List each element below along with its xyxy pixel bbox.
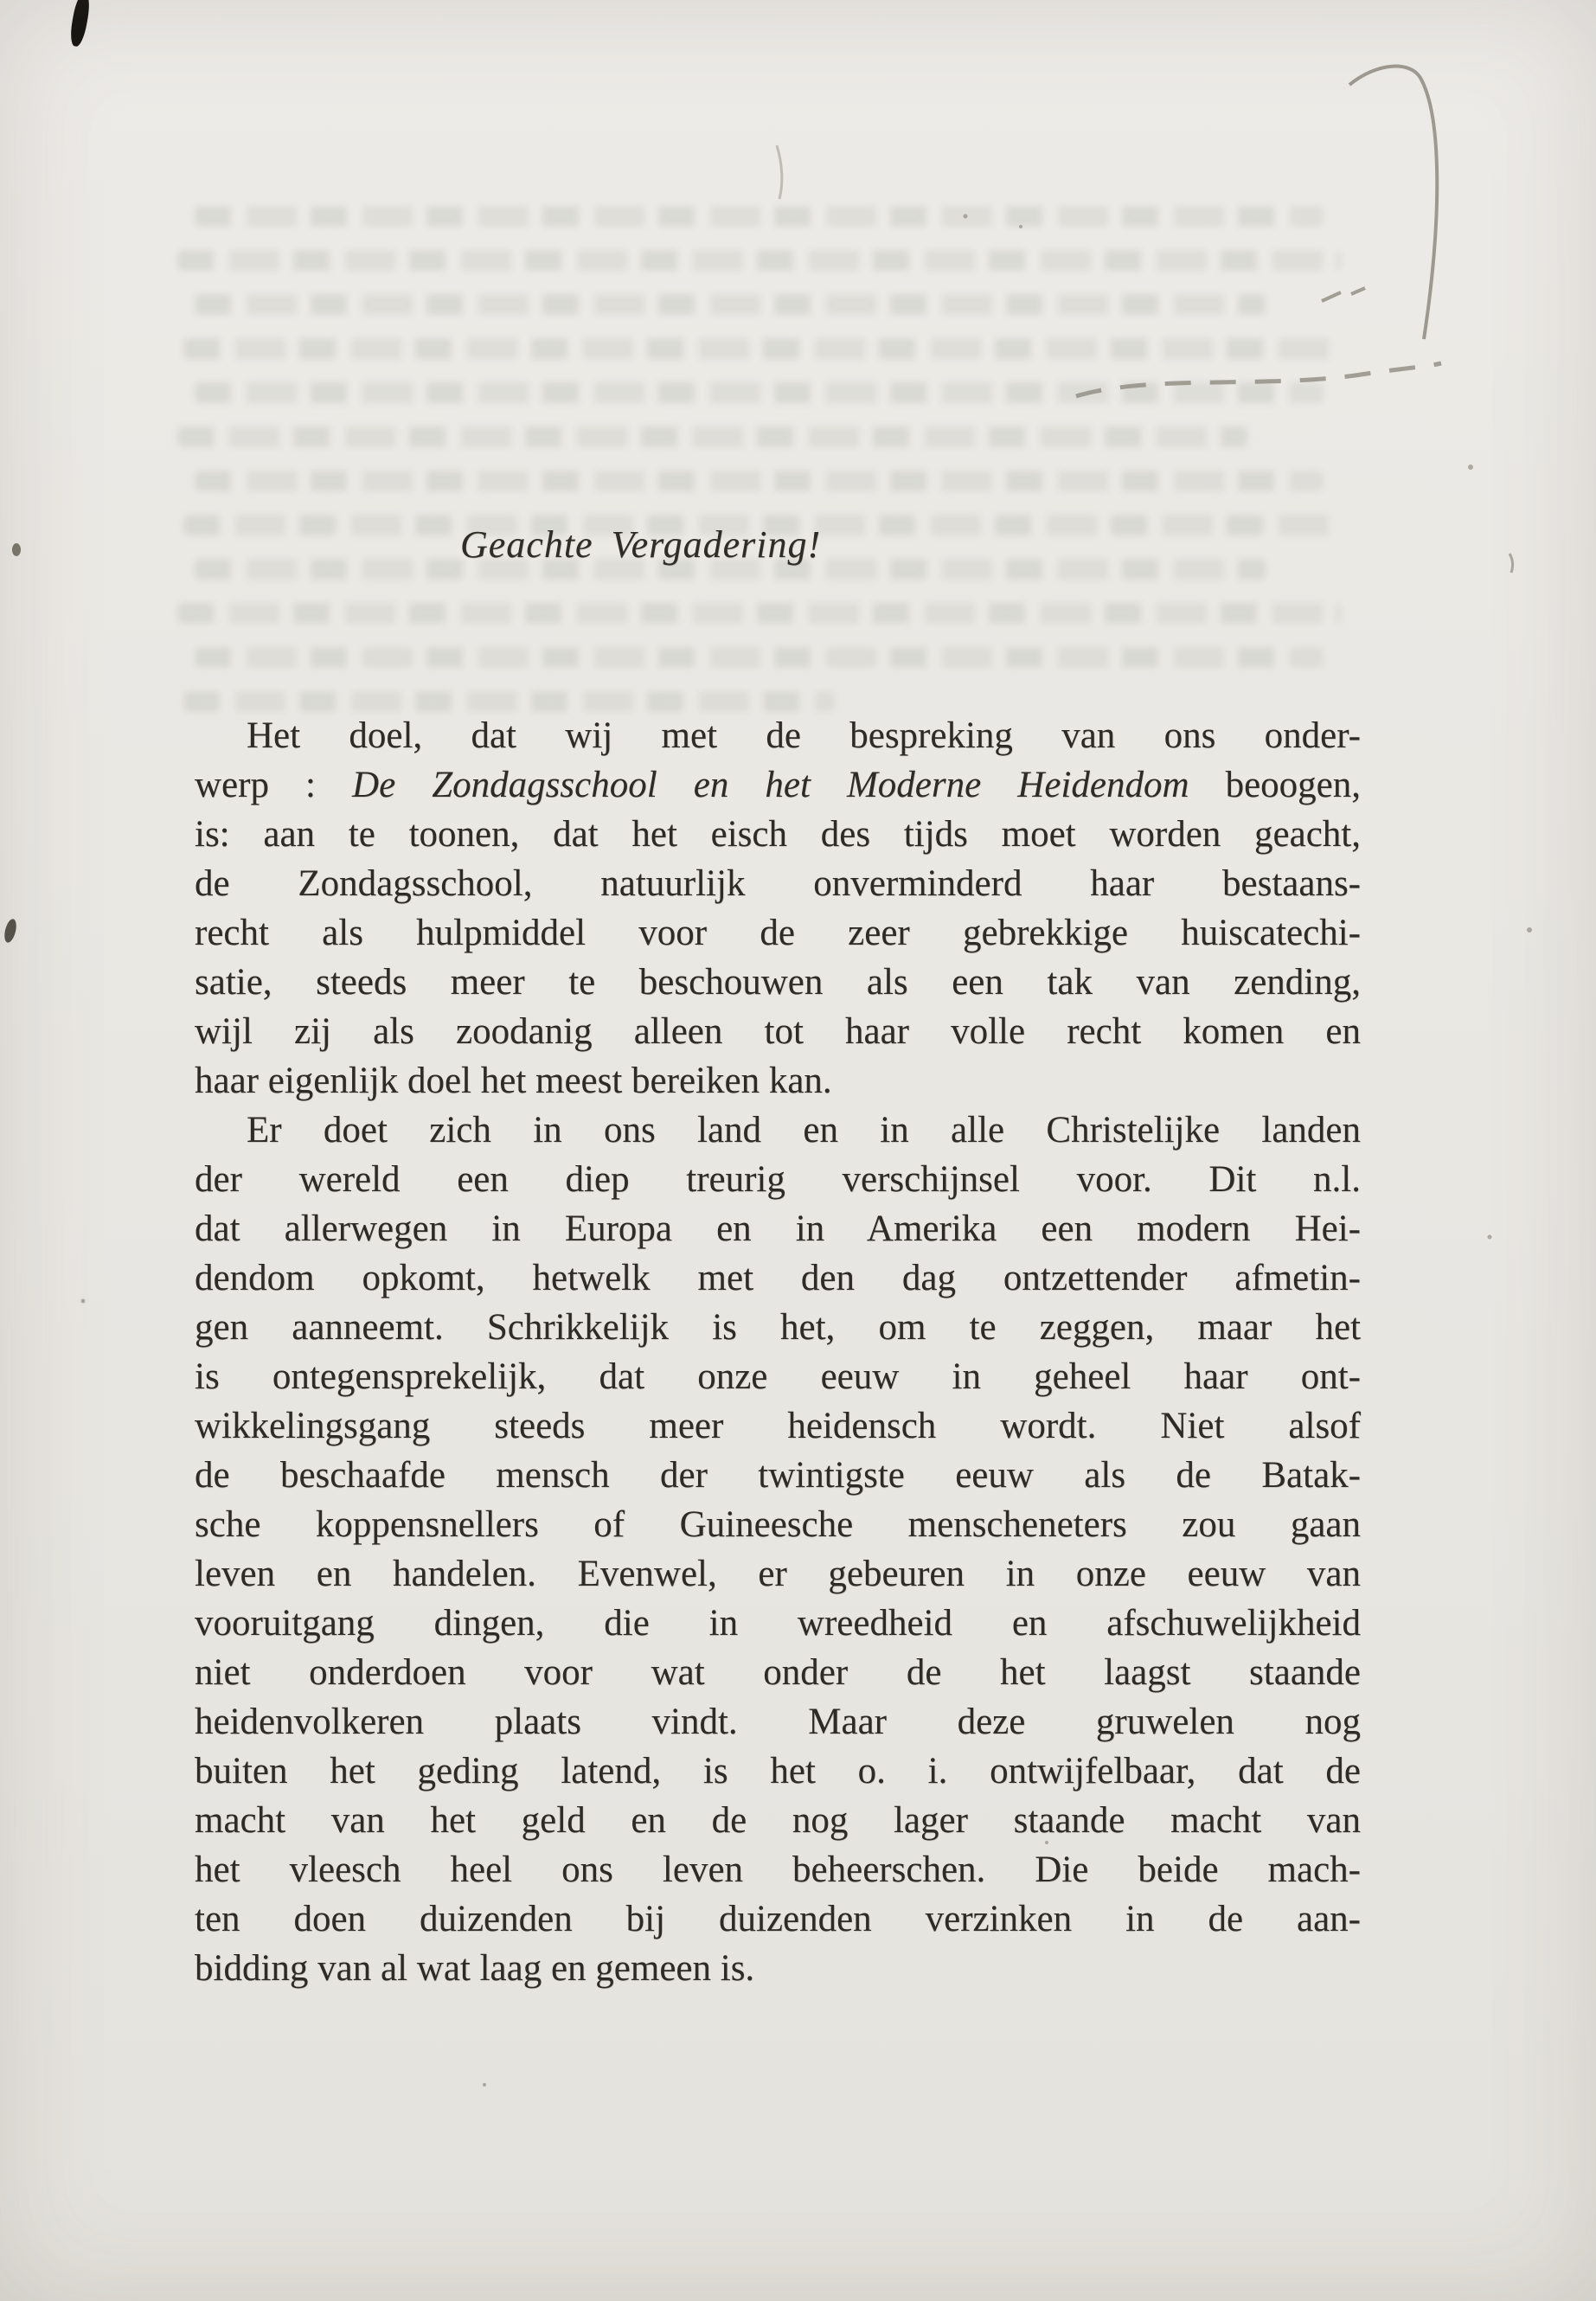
text-line: buiten het geding latend, is het o. i. ontwijfelbaar, dat de bbox=[195, 1751, 1361, 1791]
bleedthrough-line bbox=[183, 338, 1336, 359]
ink-smudge bbox=[3, 918, 18, 944]
text-line: heidenvolkeren plaats vindt. Maar deze gruwelen nog bbox=[195, 1702, 1361, 1742]
text-line: gen aanneemt. Schrikkelijk is het, om te zeggen, maar het bbox=[195, 1307, 1361, 1348]
paragraph-2 bbox=[195, 1106, 1361, 1993]
text-line: het vleesch heel ons leven beheerschen. Die beide mach- bbox=[195, 1849, 1361, 1890]
text-line: recht als hulpmiddel voor de zeer gebrekkige huiscatechi- bbox=[195, 913, 1361, 953]
text-line: ten doen duizenden bij duizenden verzinken in de aan- bbox=[195, 1899, 1361, 1939]
bleedthrough-text bbox=[177, 206, 1341, 735]
book-title-italic: De Zondagsschool en het Moderne Heidendom bbox=[352, 765, 1189, 805]
salutation-heading: Geachte Vergadering! bbox=[460, 523, 822, 566]
text-line: Er doet zich in ons land en in alle Christelijke landen bbox=[247, 1110, 1361, 1150]
text-line: macht van het geld en de nog lager staande macht van bbox=[195, 1800, 1361, 1841]
text-line: satie, steeds meer te beschouwen als een tak van zending, bbox=[195, 962, 1361, 1003]
bleedthrough-line bbox=[183, 691, 835, 712]
bleedthrough-line bbox=[195, 382, 1324, 403]
text-line: haar eigenlijk doel het meest bereiken kan. bbox=[195, 1061, 832, 1101]
bleedthrough-line bbox=[177, 603, 1341, 624]
text-segment: werp : bbox=[195, 765, 353, 805]
wavy-pen-mark bbox=[1076, 363, 1441, 396]
text-line: sche koppensnellers of Guineesche menscheneters zou gaan bbox=[195, 1504, 1361, 1545]
text-line: der wereld een diep treurig verschijnsel voor. Dit n.l. bbox=[195, 1159, 1361, 1200]
bleedthrough-line bbox=[177, 426, 1247, 447]
text-segment: beoogen, bbox=[1189, 765, 1362, 805]
text-line: Het doel, dat wij met de bespreking van ons onder- bbox=[247, 715, 1361, 756]
text-line: dendom opkomt, hetwelk met den dag ontzettender afmetin- bbox=[195, 1258, 1361, 1298]
ink-smudge bbox=[12, 543, 21, 556]
text-line: is: aan te toonen, dat het eisch des tijds moet worden geacht, bbox=[195, 814, 1361, 855]
text-line: bidding van al wat laag en gemeen is. bbox=[195, 1948, 755, 1989]
text-line: de Zondagsschool, natuurlijk onverminderd haar bestaans- bbox=[195, 863, 1361, 904]
text-line: is ontegensprekelijk, dat onze eeuw in geheel haar ont- bbox=[195, 1356, 1361, 1397]
page-corner-curl-mark bbox=[1349, 67, 1437, 339]
paragraph-1 bbox=[195, 711, 1361, 1106]
ink-smudge bbox=[68, 0, 93, 48]
comma-speck-mark bbox=[1509, 554, 1513, 573]
text-line: wikkelingsgang steeds meer heidensch wordt. Niet alsof bbox=[195, 1406, 1361, 1446]
bleedthrough-line bbox=[195, 471, 1324, 491]
text-line: vooruitgang dingen, die in wreedheid en afschuwelijkheid bbox=[195, 1603, 1361, 1644]
bleedthrough-line bbox=[195, 206, 1324, 227]
text-line: dat allerwegen in Europa en in Amerika een modern Hei- bbox=[195, 1208, 1361, 1249]
text-line: niet onderdoen voor wat onder de het laagst staande bbox=[195, 1652, 1361, 1693]
text-line-with-title bbox=[195, 760, 1361, 810]
text-line: de beschaafde mensch der twintigste eeuw als de Batak- bbox=[195, 1455, 1361, 1496]
body-text bbox=[195, 711, 1361, 1993]
faint-squiggle-mark bbox=[777, 145, 782, 199]
text-line: leven en handelen. Evenwel, er gebeuren in onze eeuw van bbox=[195, 1554, 1361, 1594]
text-line: wijl zij als zoodanig alleen tot haar volle recht komen en bbox=[195, 1011, 1361, 1052]
pen-dash-marks bbox=[1322, 288, 1365, 301]
bleedthrough-line bbox=[195, 647, 1324, 668]
bleedthrough-line bbox=[177, 250, 1341, 271]
bleedthrough-line bbox=[195, 294, 1265, 315]
